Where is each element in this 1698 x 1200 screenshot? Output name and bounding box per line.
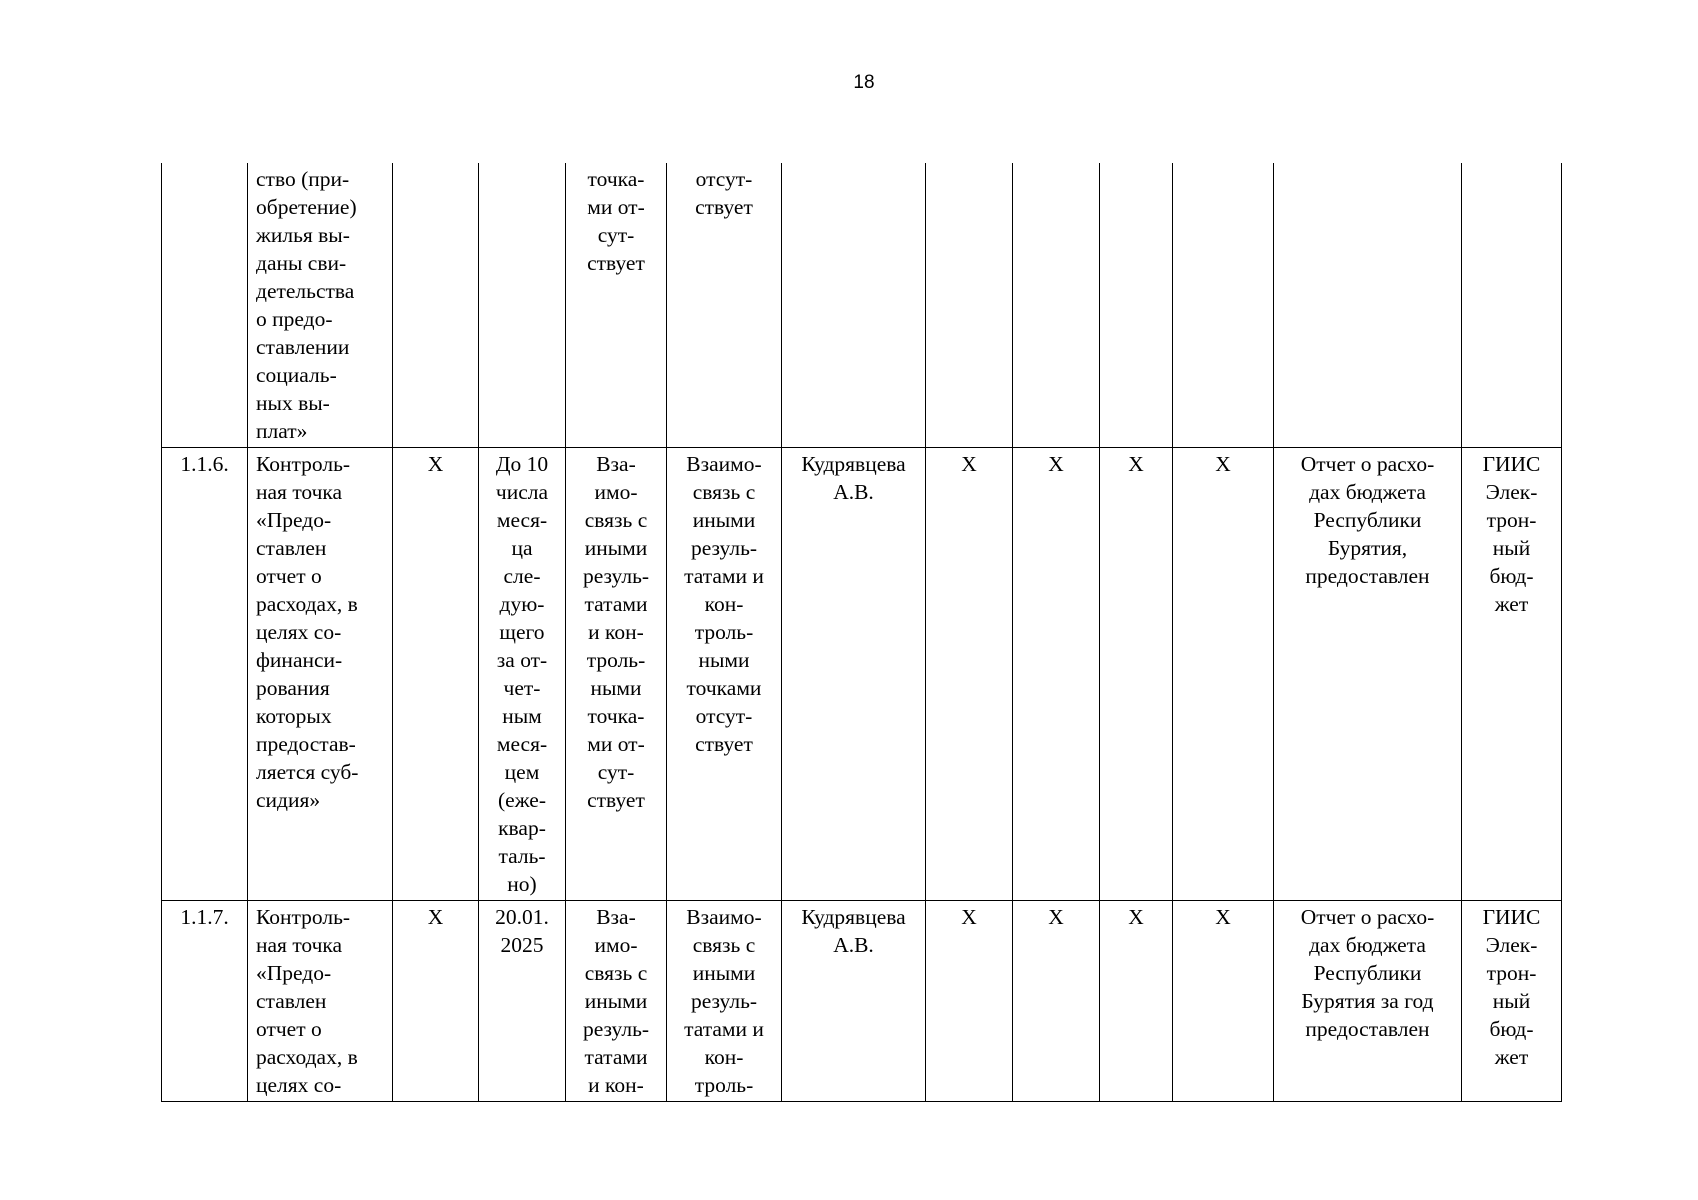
relationship-cell: Взаимо- связь с иными резуль- татами и кон- троль- bbox=[667, 901, 782, 1102]
relationship-cell: Вза- имо- связь с иными резуль- татами и кон- bbox=[566, 901, 667, 1102]
x-cell: X bbox=[1173, 448, 1274, 901]
control-point-name-cell: Контроль- ная точка «Предо- ставлен отчет о расходах, в целях со- финанси- рования которых предостав- ляется суб- сидия» bbox=[248, 448, 393, 901]
deadline-cell bbox=[479, 163, 566, 448]
result-document-cell: Отчет о расхо- дах бюджета Республики Бурятия, предоставлен bbox=[1274, 448, 1462, 901]
x-cell: X bbox=[1173, 901, 1274, 1102]
x-cell: X bbox=[393, 901, 479, 1102]
responsible-person-cell bbox=[782, 163, 926, 448]
x-cell: X bbox=[1100, 448, 1173, 901]
responsible-person-cell: Кудрявцева А.В. bbox=[782, 901, 926, 1102]
responsible-person-cell: Кудрявцева А.В. bbox=[782, 448, 926, 901]
result-document-cell bbox=[1274, 163, 1462, 448]
deadline-cell: До 10 числа меся- ца сле- дую- щего за от- чет- ным меся- цем (еже- квар- таль- но) bbox=[479, 448, 566, 901]
x-cell: X bbox=[1100, 901, 1173, 1102]
table-row bbox=[162, 901, 1562, 1102]
x-cell bbox=[926, 163, 1013, 448]
x-cell bbox=[1100, 163, 1173, 448]
x-cell bbox=[1013, 163, 1100, 448]
x-cell: X bbox=[393, 448, 479, 901]
x-cell: X bbox=[926, 448, 1013, 901]
x-cell: X bbox=[926, 901, 1013, 1102]
table-row bbox=[162, 163, 1562, 448]
control-points-table bbox=[161, 163, 1562, 1102]
x-cell: X bbox=[1013, 901, 1100, 1102]
relationship-cell: Взаимо- связь с иными резуль- татами и кон- троль- ными точками отсут- ствует bbox=[667, 448, 782, 901]
page-number: 18 bbox=[853, 72, 875, 93]
row-number-cell: 1.1.6. bbox=[162, 448, 248, 901]
x-cell bbox=[1173, 163, 1274, 448]
deadline-cell: 20.01. 2025 bbox=[479, 901, 566, 1102]
row-number-cell: 1.1.7. bbox=[162, 901, 248, 1102]
control-point-name-cell: ство (при- обретение) жилья вы- даны сви- детельства о предо- ставлении социаль- ных вы- плат» bbox=[248, 163, 393, 448]
row-number-cell bbox=[162, 163, 248, 448]
x-cell bbox=[393, 163, 479, 448]
table-row bbox=[162, 448, 1562, 901]
relationship-cell: Вза- имо- связь с иными резуль- татами и кон- троль- ными точка- ми от- сут- ствует bbox=[566, 448, 667, 901]
result-document-cell: Отчет о расхо- дах бюджета Республики Бурятия за год предоставлен bbox=[1274, 901, 1462, 1102]
control-point-name-cell: Контроль- ная точка «Предо- ставлен отчет о расходах, в целях со- bbox=[248, 901, 393, 1102]
x-cell: X bbox=[1013, 448, 1100, 901]
information-system-cell: ГИИС Элек- трон- ный бюд- жет bbox=[1462, 901, 1562, 1102]
relationship-cell: отсут- ствует bbox=[667, 163, 782, 448]
relationship-cell: точка- ми от- сут- ствует bbox=[566, 163, 667, 448]
information-system-cell: ГИИС Элек- трон- ный бюд- жет bbox=[1462, 448, 1562, 901]
information-system-cell bbox=[1462, 163, 1562, 448]
